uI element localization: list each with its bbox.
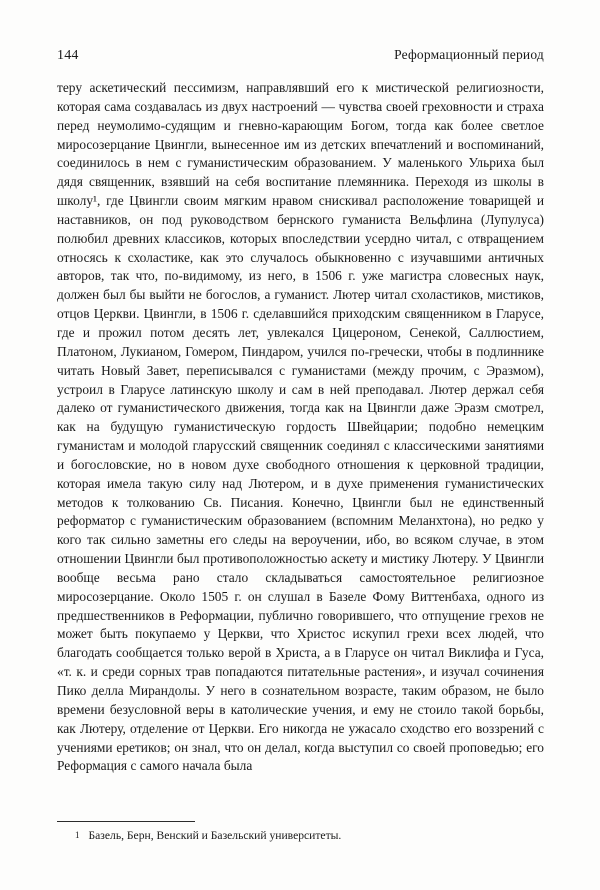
main-paragraph: теру аскетический пессимизм, направлявший его к мистической религиозности, которая сама создавалась из двух настроений — чувства своей греховности и страха перед неумолимо-судящим и гневно-карающим Богом, тогда как более светлое миросозерцание Цвингли, вынесенное им из детских впечатлений и воспоминаний, соединилось в нем с гуманистическим образованием. У маленького Ульриха был дядя священник, взявший на себя воспитание племянника. Переходя из школы в школу¹, где Цвингли своим мягким нравом снискивал расположение товарищей и наставников, он под руководством бернского гуманиста Вельфлина (Лупулуса) полюбил древних классиков, которых впоследствии усердно читал, с отвращением относясь к схоластике, как это случалось обыкновенно с изучавшими античных авторов, так что, по-видимому, из него, в 1506 г. уже магистра словесных наук, должен был бы выйти не богослов, а гуманист. Лютер читал схоластиков, мистиков, отцов Церкви. Цвингли, в 1506 г. сделавшийся приходским священником в Гларусе, где и прожил потом десять лет, увлекался Цицероном, Сенекой, Саллюстием, Платоном, Лукианом, Гомером, Пиндаром, учился по-гречески, чтобы в подлиннике читать Новый Завет, переписывался с гуманистами (между прочим, с Эразмом), устроил в Гларусе латинскую школу и сам в ней преподавал. Лютер держал себя далеко от гуманистического движения, тогда как на Цвингли даже Эразм смотрел, как на будущую гуманистическую гордость Швейцарии; подобно немецким гуманистам и молодой гларусский священник соединял с классическими занятиями и богословские, но в новом духе свободного отношения к церковной традиции, которая имела такую силу над Лютером, и в духе применения гуманистических методов к толкованию Св. Писания. Конечно, Цвингли был не единственный реформатор с гуманистическим образованием (вспомним Меланхтона), но редко у кого так сильно заметны его следы на вероучении, ибо, во всяком случае, в этом отношении Цвингли был противоположностью аскету и мистику Лютеру. У Цвингли вообще весьма рано стало складываться самостоятельное религиозное миросозерцание. Около 1505 г. он слушал в Базеле Фому Виттенбаха, одного из предшественников в Реформации, публично говорившего, что отпущение грехов не может быть покупаемо у Церкви, что Христос искупил грехи всех людей, что благодать сообщается только верой в Христа, а в Гларусе он читал Виклифа и Гуса, «т. к. и среди сорных трав попадаются питательные растения», и изучал сочинения Пико делла Мирандолы. У него в сознательном возрасте, таким образом, не было времени безусловной веры в католические учения, и ему не стоило такой борьбы, как Лютеру, отделение от Церкви. Его никогда не ужасало сходство его воззрений с учениями еретиков; он знал, что он делал, когда выступил со своей проповедью; его Реформация с самого начала была xyxy=(57,80,544,774)
page-number: 144 xyxy=(57,48,79,63)
body-text xyxy=(57,79,544,776)
running-title: Реформационный период xyxy=(394,47,544,62)
page-header xyxy=(57,47,544,64)
footnote xyxy=(75,828,544,843)
footnote-marker: 1 xyxy=(75,830,80,840)
footnote-text: Базель, Берн, Венский и Базельский университеты. xyxy=(88,829,342,842)
footnote-separator xyxy=(57,821,195,822)
